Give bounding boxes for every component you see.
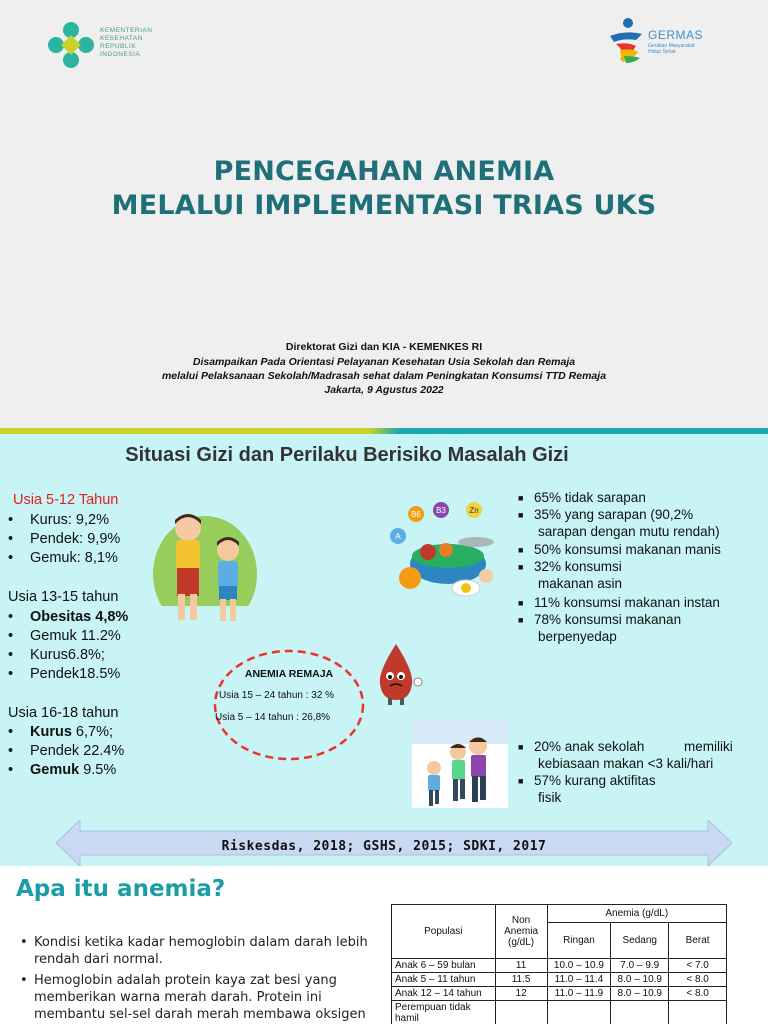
list-item-text: Pendek: 9,9%: [30, 531, 121, 547]
table-cell: 12: [495, 987, 547, 1001]
table-cell: Anak 6 – 59 bulan: [392, 959, 496, 973]
presented-line1: Disampaikan Pada Orientasi Pelayanan Kesehatan Usia Sekolah dan Remaja: [192, 356, 576, 368]
anemia-table: [391, 904, 727, 1024]
list-item: ■ 11% konsumsi makanan instan: [518, 595, 720, 610]
col-header: Populasi: [392, 905, 496, 959]
list-item: • Pendek18.5%: [8, 666, 121, 682]
anemia-title: ANEMIA REMAJA: [244, 668, 334, 680]
place-date: Jakarta, 9 Agustus 2022: [324, 384, 444, 396]
list-item-text: Pendek 22.4%: [30, 743, 125, 759]
bullet-icon: •: [20, 935, 28, 950]
col-header: Berat: [669, 923, 727, 959]
list-item-bold: Kurus: [30, 724, 72, 740]
data-source: Riskesdas, 2018; GSHS, 2015; SDKI, 2017: [221, 839, 547, 854]
table-row: [392, 1001, 727, 1024]
table-cell: Perempuan tidak hamil: [392, 1001, 496, 1024]
germas-tagline-line: Gerakan Masyarakat: [648, 43, 695, 49]
anemia-row: Usia 5 – 14 tahun : 26,8%: [215, 712, 331, 723]
list-item-text: 32% konsumsi: [534, 559, 622, 574]
table-cell: Anak 5 – 11 tahun: [392, 973, 496, 987]
col-header: Non Anemia (g/dL): [495, 905, 547, 959]
list-item-text: 57% kurang aktifitas: [534, 773, 656, 788]
table-row: [392, 959, 727, 973]
presented-line2: melalui Pelaksanaan Sekolah/Madrasah sehat dalam Peningkatan Konsumsi TTD Remaja: [161, 370, 607, 382]
bullet-icon: •: [20, 973, 28, 988]
vitamin-label: A: [395, 532, 401, 541]
list-item: • Kurus6.8%;: [8, 647, 105, 663]
col-header: Sedang: [611, 923, 669, 959]
table-cell: < 8.0: [669, 987, 727, 1001]
list-item-text: Pendek18.5%: [30, 666, 121, 682]
list-item-bold: Gemuk: [30, 762, 80, 778]
list-item-text: 78% konsumsi makanan: [534, 612, 682, 627]
table-cell: Anak 12 – 14 tahun: [392, 987, 496, 1001]
germas-tagline: [648, 43, 694, 55]
table-cell: 11: [495, 959, 547, 973]
slide3-title: Apa itu anemia?: [16, 876, 226, 902]
list-item: • Kurus 6,7%;: [8, 724, 114, 740]
anemia-ellipse: [212, 648, 366, 762]
list-item: • Pendek 22.4%: [8, 743, 125, 759]
list-item-text: 6,7%;: [71, 724, 114, 740]
kemenkes-logo-text: [100, 27, 152, 59]
vitamin-label: B3: [436, 506, 446, 515]
table-cell: 8.0 – 10.9: [611, 987, 669, 1001]
age-5-12-heading: Usia 5-12 Tahun: [13, 492, 119, 508]
germas-name: GERMAS: [648, 28, 704, 42]
list-item-text: 20% anak sekolah: [534, 739, 645, 754]
table-cell: 11.0 – 11.9: [547, 987, 611, 1001]
kemenkes-logo-icon: [46, 20, 96, 70]
age-16-18-heading: Usia 16-18 tahun: [8, 705, 119, 721]
list-item-text: 35% yang sarapan (90,2%: [534, 507, 694, 522]
list-item-continued: berpenyedap: [538, 629, 617, 644]
list-item: ■ 35% yang sarapan (90,2%: [518, 507, 694, 522]
list-item: • Gemuk 9.5%: [8, 762, 117, 778]
list-item-continued: fisik: [538, 790, 562, 805]
germas-logo-icon: [606, 16, 646, 64]
list-item-text: 11% konsumsi makanan instan: [534, 595, 720, 610]
list-item-text: memiliki: [684, 739, 733, 754]
vitamin-label: Zn: [469, 506, 479, 515]
list-item-continued: sarapan dengan mutu rendah): [538, 524, 720, 539]
col-header: Ringan: [547, 923, 611, 959]
list-item: [20, 972, 370, 1023]
col-header: Anemia (g/dL): [547, 905, 726, 923]
logo-line: KESEHATAN: [100, 35, 143, 42]
list-item-text: Gemuk 11.2%: [30, 628, 121, 644]
logo-line: INDONESIA: [100, 51, 141, 58]
table-cell: 7.0 – 9.9: [611, 959, 669, 973]
table-cell: 11.5: [495, 973, 547, 987]
list-item-continued: kebiasaan makan <3 kali/hari: [538, 756, 714, 771]
list-item: ■ 65% tidak sarapan: [518, 490, 646, 505]
list-item-text: Kondisi ketika kadar hemoglobin dalam darah lebih rendah dari normal.: [34, 935, 368, 967]
list-item-continued: makanan asin: [538, 576, 623, 591]
anemia-row: Usia 15 – 24 tahun : 32 %: [219, 690, 335, 701]
blood-drop-icon: [370, 642, 426, 708]
directorate: Direktorat Gizi dan KIA - KEMENKES RI: [285, 341, 483, 353]
logo-line: REPUBLIK: [100, 43, 137, 50]
list-item-text: Gemuk: 8,1%: [30, 550, 118, 566]
food-illustration-icon: [388, 502, 500, 600]
list-item-text: 50% konsumsi makanan manis: [534, 542, 721, 557]
list-item: • Kurus: 9,2%: [8, 512, 109, 528]
table-cell: < 7.0: [669, 959, 727, 973]
list-item-text: Kurus6.8%;: [30, 647, 105, 663]
table-row: [392, 973, 727, 987]
children-illustration-icon: [150, 506, 260, 636]
table-cell: 10.0 – 10.9: [547, 959, 611, 973]
logo-line: KEMENTERIAN: [100, 27, 153, 34]
list-item: [20, 934, 370, 968]
list-item: • Pendek: 9,9%: [8, 531, 121, 547]
list-item-text: Obesitas 4,8%: [30, 609, 129, 625]
what-is-anemia-slide: [0, 866, 768, 1024]
list-item-text: 65% tidak sarapan: [534, 490, 646, 505]
list-item: ■ 20% anak sekolah: [518, 739, 645, 754]
list-item-text: Hemoglobin adalah protein kaya zat besi yang memberikan warna merah darah. Protein ini membantu sel-sel darah merah membawa oksigen: [34, 973, 366, 1022]
list-item: • Gemuk: 8,1%: [8, 550, 118, 566]
list-item: ■ 32% konsumsi: [518, 559, 622, 574]
list-item: ■ 57% kurang aktifitas: [518, 773, 656, 788]
table-row: [392, 987, 727, 1001]
list-item-text: Kurus: 9,2%: [30, 512, 109, 528]
nutrition-situation-slide: [0, 434, 768, 866]
list-item: • Gemuk 11.2%: [8, 628, 121, 644]
slide-title-line1: PENCEGAHAN ANEMIA: [213, 156, 555, 187]
table-cell: 11.0 – 11.4: [547, 973, 611, 987]
age-13-15-heading: Usia 13-15 tahun: [8, 589, 119, 605]
table-cell: 8.0 – 10.9: [611, 973, 669, 987]
slide2-title: Situasi Gizi dan Perilaku Berisiko Masalah Gizi: [125, 444, 569, 466]
table-cell: < 8.0: [669, 973, 727, 987]
running-kids-illustration-icon: [412, 720, 508, 820]
germas-tagline-line: Hidup Sehat: [648, 49, 676, 55]
list-item: • Obesitas 4,8%: [8, 609, 129, 625]
list-item-text: 9.5%: [79, 762, 117, 778]
vitamin-label: B6: [411, 510, 421, 519]
list-item: ■ 78% konsumsi makanan: [518, 612, 682, 627]
title-slide: [0, 0, 768, 428]
slide-title-line2: MELALUI IMPLEMENTASI TRIAS UKS: [111, 190, 657, 221]
list-item: ■ 50% konsumsi makanan manis: [518, 542, 721, 557]
